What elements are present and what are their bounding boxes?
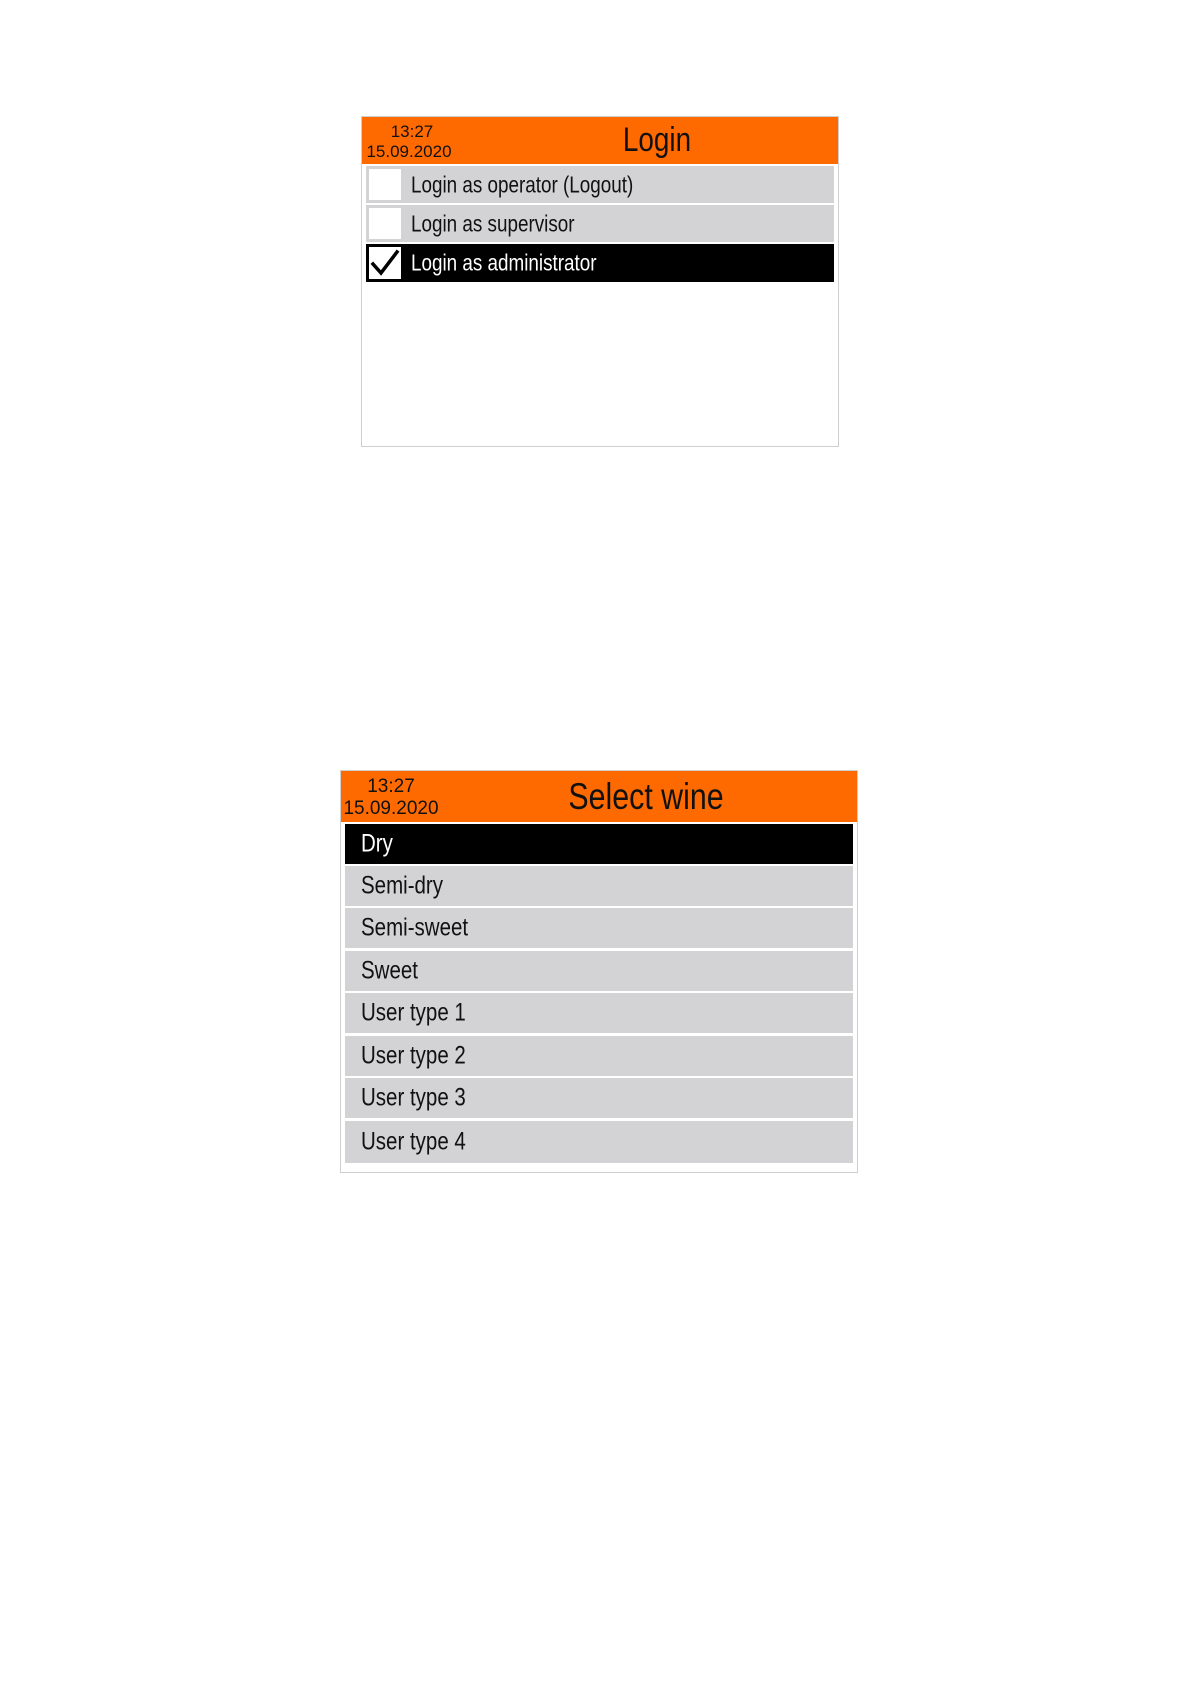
wine-time: 13:27 xyxy=(367,776,415,797)
login-item-operator[interactable] xyxy=(366,166,834,203)
wine-date: 15.09.2020 xyxy=(343,798,439,819)
wine-item-sweet[interactable] xyxy=(345,951,853,991)
login-time: 13:27 xyxy=(390,122,434,141)
wine-item-label: Dry xyxy=(361,829,393,858)
wine-item-label: Semi-dry xyxy=(361,871,444,900)
wine-item-user-type-1[interactable] xyxy=(345,993,853,1033)
wine-item-semi-dry[interactable] xyxy=(345,866,853,906)
wine-item-user-type-3[interactable] xyxy=(345,1078,853,1118)
wine-item-label: User type 1 xyxy=(361,998,466,1027)
wine-item-user-type-4[interactable] xyxy=(345,1121,853,1163)
wine-title: Select wine xyxy=(568,776,724,817)
checkmark-icon xyxy=(369,247,401,279)
operator-checkbox[interactable] xyxy=(369,169,401,200)
wine-item-dry[interactable] xyxy=(345,824,853,864)
login-item-supervisor[interactable] xyxy=(366,205,834,242)
wine-clock xyxy=(341,777,441,818)
supervisor-checkbox[interactable] xyxy=(369,208,401,239)
login-header xyxy=(362,117,838,164)
login-clock xyxy=(362,123,456,160)
administrator-checkbox[interactable] xyxy=(369,247,401,279)
wine-item-label: User type 3 xyxy=(361,1083,466,1112)
select-wine-screen xyxy=(340,770,858,1173)
login-item-label: Login as operator (Logout) xyxy=(411,171,634,197)
login-title: Login xyxy=(622,121,692,159)
wine-item-label: User type 4 xyxy=(361,1127,466,1156)
login-date: 15.09.2020 xyxy=(366,142,452,161)
login-item-administrator[interactable] xyxy=(366,244,834,282)
login-item-label: Login as supervisor xyxy=(411,210,575,236)
wine-header xyxy=(341,771,857,822)
wine-item-label: Semi-sweet xyxy=(361,913,469,942)
wine-item-label: Sweet xyxy=(361,956,418,985)
wine-item-semi-sweet[interactable] xyxy=(345,908,853,948)
login-screen xyxy=(361,116,839,447)
wine-item-label: User type 2 xyxy=(361,1041,466,1070)
login-item-label: Login as administrator xyxy=(411,249,597,276)
wine-item-user-type-2[interactable] xyxy=(345,1036,853,1076)
